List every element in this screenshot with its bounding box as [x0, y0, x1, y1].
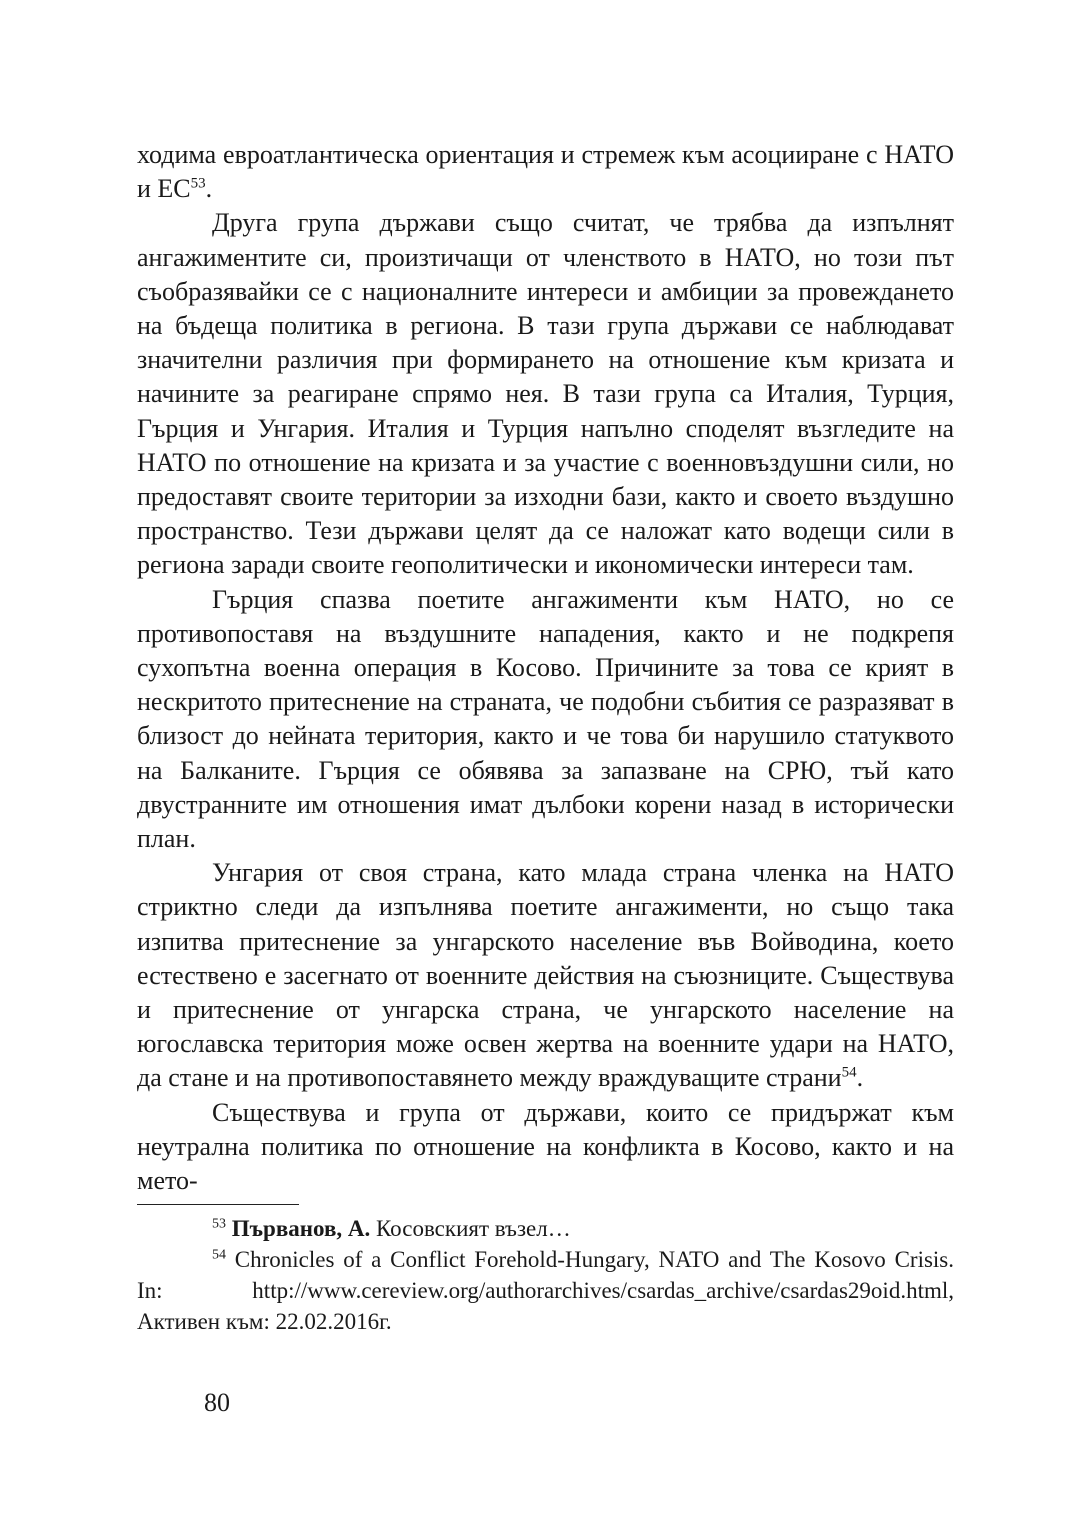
footnote-ref-54[interactable]: 54 [841, 1064, 857, 1081]
footnote-number: 54 [212, 1247, 226, 1263]
paragraph-1 [137, 138, 954, 206]
paragraph-4-text: Унгария от своя страна, като млада страна членка на НАТО стриктно следи да изпълнява поетите ангажименти, но също така изпитва притеснение за унгарското население във Войводина, което естествено е засегнато от военните действия на съюзниците. Съществува и притеснение от унгарска страна, че унгарското население на югославска територия може освен жертва на военните удари на НАТО, да стане и на противопоставянето между враждуващите страни [137, 858, 954, 1093]
paragraph-1-text: ходима евроатлантическа ориентация и стремеж към асоцииране с НАТО и ЕС [137, 140, 954, 204]
page-number: 80 [204, 1388, 230, 1417]
footnote-text: Косовският възел… [375, 1216, 571, 1242]
paragraph-2: Друга група държави също считат, че трябва да изпълнят ангажиментите си, произтичащи от членството в НАТО, но този път съобразявайки се с националните интереси и амбиции за провеждането на бъдеща политика в региона. В тази група държави се наблюдават значителни различия при формирането на отношение към кризата и начините за реагиране спрямо нея. В тази група са Италия, Турция, Гърция и Унгария. Италия и Турция напълно споделят възгледите на НАТО по отношение на кризата и за участие с военновъздушни сили, но предоставят своите територии за изходни бази, както и своето въздушно пространство. Тези държави целят да се наложат като водещи сили в региона заради своите геополитически и икономически интереси там. [137, 208, 954, 580]
footnotes [137, 1213, 954, 1337]
footnote-text: Chronicles of a Conflict Forehold-Hungary, NATO and The Kosovo Crisis. In: http://www.cereview.org/authorarchives/csardas_archive/csardas29oid.html, Активен към: 22.02.2016г. [137, 1247, 955, 1335]
paragraph-4-tail: . [856, 1063, 864, 1093]
paragraph-5: Съществува и група от държави, които се придържат към неутрална политика по отношение на конфликта в Косово, както и на мето- [137, 1097, 954, 1196]
footnote-54 [137, 1244, 954, 1337]
footnote-ref-53[interactable]: 53 [190, 175, 206, 192]
paragraph-4 [137, 856, 954, 1095]
footnote-divider [137, 1204, 299, 1205]
paragraph-3: Гърция спазва поетите ангажименти към НАТО, но се противопоставя на въздушните нападения, както и не подкрепя сухопътна военна операция в Косово. Причините за това се крият в нескритото притеснение на страната, че подобни събития се разразяват в близост до нейната територия, както и че това би нарушило статуквото на Балканите. Гърция се обявява за запазване на СРЮ, тъй като двустранните им отношения имат дълбоки корени назад в исторически план. [137, 584, 954, 854]
footnote-53 [137, 1213, 954, 1244]
footnote-author: Първанов, А. [231, 1216, 371, 1242]
body-text [137, 138, 954, 1198]
footnote-number: 53 [212, 1216, 226, 1232]
page-content [137, 138, 954, 1337]
paragraph-1-tail: . [205, 174, 213, 204]
